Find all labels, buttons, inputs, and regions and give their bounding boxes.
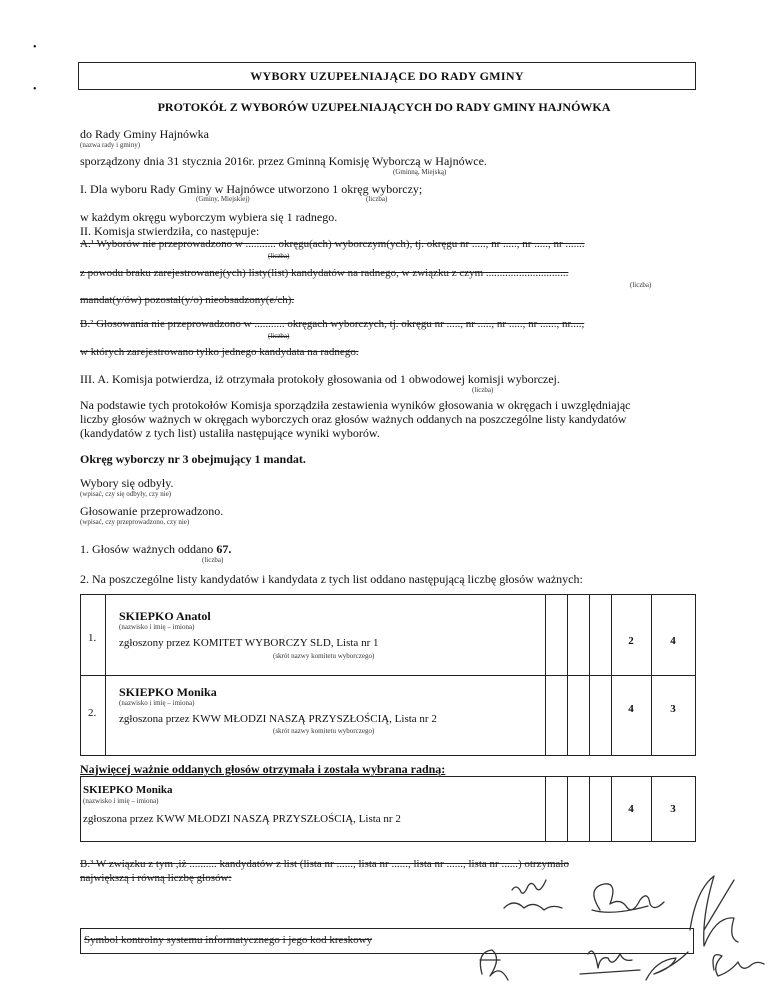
header-banner <box>78 62 696 90</box>
winner-box <box>80 776 696 842</box>
signatures <box>420 870 768 994</box>
margin-dot: • <box>33 42 37 53</box>
valid-votes-value: 67. <box>216 542 232 556</box>
signature-5 <box>580 951 640 974</box>
candidate-committee-hint: (skrót nazwy komitetu wyborczego) <box>273 727 375 735</box>
signature-3 <box>690 876 738 946</box>
section1-hint-b: (liczba) <box>366 195 388 203</box>
signature-7 <box>713 955 764 976</box>
signature-1 <box>504 880 562 910</box>
signature-6 <box>646 952 688 980</box>
vote-digit: 3 <box>670 803 676 815</box>
section-b3-line2: największą i równą liczbę głosów: <box>80 872 232 884</box>
page-title: PROTOKÓŁ Z WYBORÓW UZUPEŁNIAJĄCYCH DO RADY GMINY HAJNÓWKA <box>157 100 611 114</box>
signature-4 <box>480 950 508 980</box>
section1-hint-a: (Gminy, Miejskiej) <box>196 195 250 203</box>
district-voting-hint: (wpisać, czy przeprowadzono, czy nie) <box>80 518 190 526</box>
section3-line1: III. A. Komisja potwierdza, iż otrzymała protokoły głosowania od 1 obwodowej komisji wyborczej. <box>80 372 560 386</box>
winner-committee: zgłoszona przez KWW MŁODZI NASZĄ PRZYSZŁOŚCIĄ, Lista nr 2 <box>83 813 401 825</box>
section2-heading: II. Komisja stwierdziła, co następuje: <box>80 224 260 238</box>
margin-dot: • <box>33 84 37 95</box>
candidate-name-hint: (nazwisko i imię – imiona) <box>119 623 195 631</box>
candidate-committee: zgłoszony przez KOMITET WYBORCZY SLD, Lista nr 1 <box>119 637 379 649</box>
section3-hint: (liczba) <box>472 386 494 394</box>
vote-digits <box>545 675 695 755</box>
lists-intro: 2. Na poszczególne listy kandydatów i kandydata z tych list oddano następującą liczbę głosów ważnych: <box>80 572 583 586</box>
valid-votes-label: 1. Głosów ważnych oddano <box>80 542 217 556</box>
vote-digit: 4 <box>628 803 634 815</box>
vote-digit: 4 <box>670 635 676 647</box>
candidates-table <box>80 594 696 756</box>
council-hint: (nazwa rady i gminy) <box>80 141 141 149</box>
council-name: do Rady Gminy Hajnówka <box>80 127 209 141</box>
vote-digit: 3 <box>670 703 676 715</box>
section2-b-line2: w których zarejestrowano tylko jednego kandydata na radnego. <box>80 346 359 358</box>
section2-b-hint1: (liczba) <box>268 332 290 340</box>
vote-digit: 2 <box>628 635 634 647</box>
section-b3-line1: B.³ W związku z tym ,iż .......... kandydatów z list (lista nr ......, lista nr ......, lista nr ......, lista nr ......) otrzymało <box>80 858 569 870</box>
section1-line1: I. Dla wyboru Rady Gminy w Hajnówce utworzono 1 okręg wyborczy; <box>80 182 423 196</box>
section2-a-hint1: (liczba) <box>268 252 290 260</box>
district-held: Wybory się odbyły. <box>80 476 174 490</box>
section2-a-line2: z powodu braku zarejestrowanej(ych) listy(list) kandydatów na radnego, w związku z czym .............................. <box>80 267 569 279</box>
section2-b-line1: B.² Głosowania nie przeprowadzono w ........... okręgach wyborczych, tj. okręgu nr ....., nr ....., nr ....., nr ......, nr...., <box>80 318 585 330</box>
valid-votes-line <box>80 542 231 557</box>
candidate-committee-hint: (skrót nazwy komitetu wyborczego) <box>273 652 375 660</box>
district-voting: Głosowanie przeprowadzono. <box>80 504 224 518</box>
candidate-committee: zgłoszona przez KWW MŁODZI NASZĄ PRZYSZŁOŚCIĄ, Lista nr 2 <box>119 713 437 725</box>
candidate-name: SKIEPKO Monika <box>119 685 217 699</box>
section2-a-line3: mandat(y/ów) pozostał(y/o) nieobsadzony(e/ch). <box>80 294 295 306</box>
district-held-hint: (wpisać, czy się odbyły, czy nie) <box>80 490 172 498</box>
winner-name-hint: (nazwisko i imię – imiona) <box>83 797 159 805</box>
winner-heading: Najwięcej ważnie oddanych głosów otrzymała i została wybrana radną: <box>80 762 446 776</box>
table-row <box>81 595 695 676</box>
row-number: 2. <box>88 707 97 719</box>
vote-digit: 4 <box>628 703 634 715</box>
section3-para-1: Na podstawie tych protokołów Komisja sporządziła zestawienia wyników głosowania w okręgach i uwzględniając <box>80 398 631 412</box>
row-number: 1. <box>88 632 97 644</box>
drawn-up-line: sporządzony dnia 31 stycznia 2016r. przez Gminną Komisję Wyborczą w Hajnówce. <box>80 154 487 168</box>
banner-text: WYBORY UZUPEŁNIAJĄCE DO RADY GMINY <box>250 68 524 83</box>
vote-digits <box>545 777 695 841</box>
section3-para-2: liczby głosów ważnych w okręgach wyborczych oraz głosów ważnych oddanych na poszczególne listy kandydatów <box>80 412 627 426</box>
district-heading: Okręg wyborczy nr 3 obejmujący 1 mandat. <box>80 452 306 466</box>
signature-2 <box>592 884 664 912</box>
control-symbol-text: Symbol kontrolny systemu informatycznego i jego kod kreskowy <box>84 934 373 946</box>
section3-para-3: (kandydatów z tych list) ustaliła następujące wyniki wyborów. <box>80 426 380 440</box>
section2-a-hint2: (liczba) <box>630 281 652 289</box>
candidate-name: SKIEPKO Anatol <box>119 609 211 623</box>
vote-digits <box>545 595 695 675</box>
section1-line2: w każdym okręgu wyborczym wybiera się 1 radnego. <box>80 210 338 224</box>
winner-name: SKIEPKO Monika <box>83 784 173 796</box>
drawn-up-hint: (Gminną, Miejską) <box>393 168 447 176</box>
valid-votes-hint: (liczba) <box>202 556 224 564</box>
candidate-name-hint: (nazwisko i imię – imiona) <box>119 699 195 707</box>
section2-a-line1: A.¹ Wyborów nie przeprowadzono w ........... okręgu(ach) wyborczym(ych), tj. okręgu nr ....., nr ....., nr ....., nr ....... <box>80 238 585 250</box>
table-row <box>81 675 695 755</box>
